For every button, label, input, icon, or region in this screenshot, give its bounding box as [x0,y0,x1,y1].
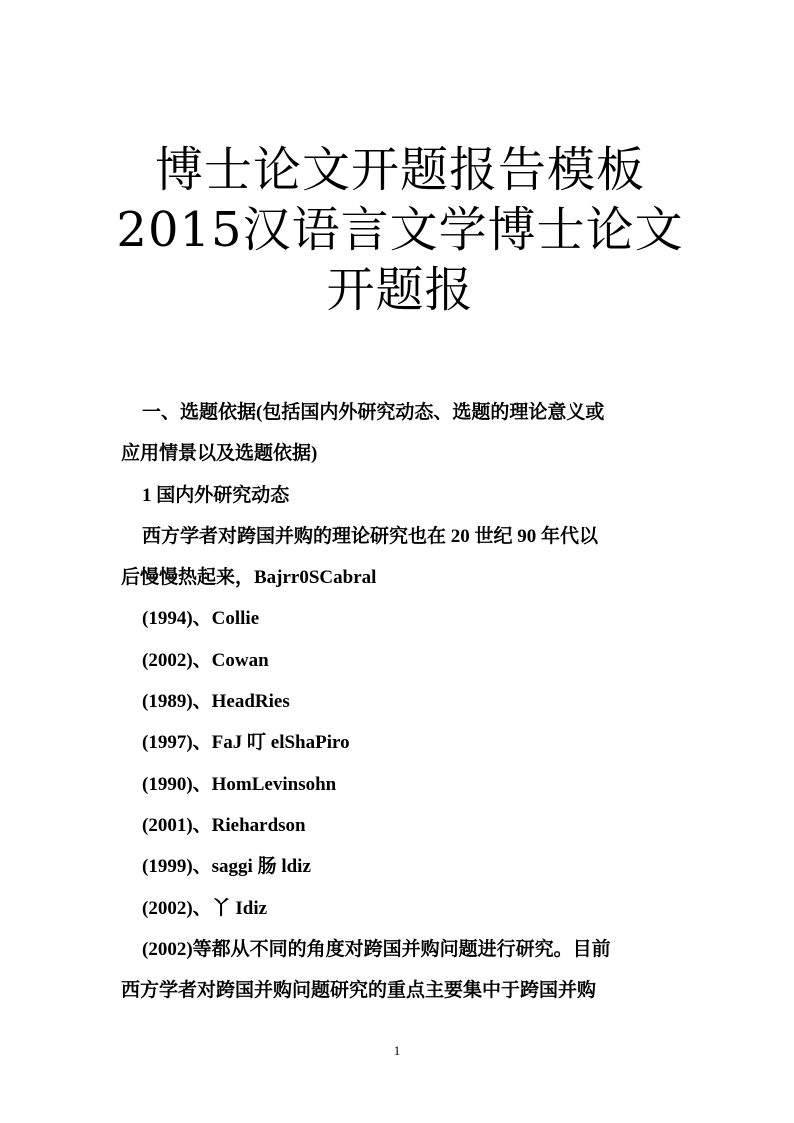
section-heading-line-2: 应用情景以及选题依据) [121,443,318,465]
citation-item: (1999)、saggi 肠 ldiz [142,856,311,878]
citation-list [121,598,666,928]
page-number: 1 [393,1043,401,1058]
citation-item: (1997)、FaJ 叮 elShaPiro [142,732,350,754]
subsection-heading: 1 国内外研究动态 [142,484,290,506]
title-line-1: 博士论文开题报告模板 [154,142,645,198]
document-body [121,392,666,1011]
paragraph-conclusion-line-1: (2002)等都从不同的角度对跨国并购问题进行研究。目前 [142,938,611,960]
citation-item: (2002)、Cowan [142,649,269,671]
title-line-2: 2015汉语言文学博士论文 [116,202,684,258]
citation-item: (1989)、HeadRies [142,691,290,713]
paragraph-intro-line-2: 后慢慢热起来，Bajrr0SCabral [121,567,377,589]
document-title [100,140,700,320]
section-heading-line-1: 一、选题依据(包括国内外研究动态、选题的理论意义或 [142,402,605,423]
citation-item: (2001)、Riehardson [142,814,306,836]
paragraph-intro-line-1: 西方学者对跨国并购的理论研究也在 20 世纪 90 年代以 [142,525,599,547]
citation-item: (1994)、Collie [142,608,260,630]
citation-item: (2002)、丫 Idiz [142,897,268,919]
title-line-3: 开题报 [326,262,474,318]
citation-item: (1990)、HomLevinsohn [142,773,337,795]
paragraph-conclusion-line-2: 西方学者对跨国并购问题研究的重点主要集中于跨国并购 [121,980,597,1002]
